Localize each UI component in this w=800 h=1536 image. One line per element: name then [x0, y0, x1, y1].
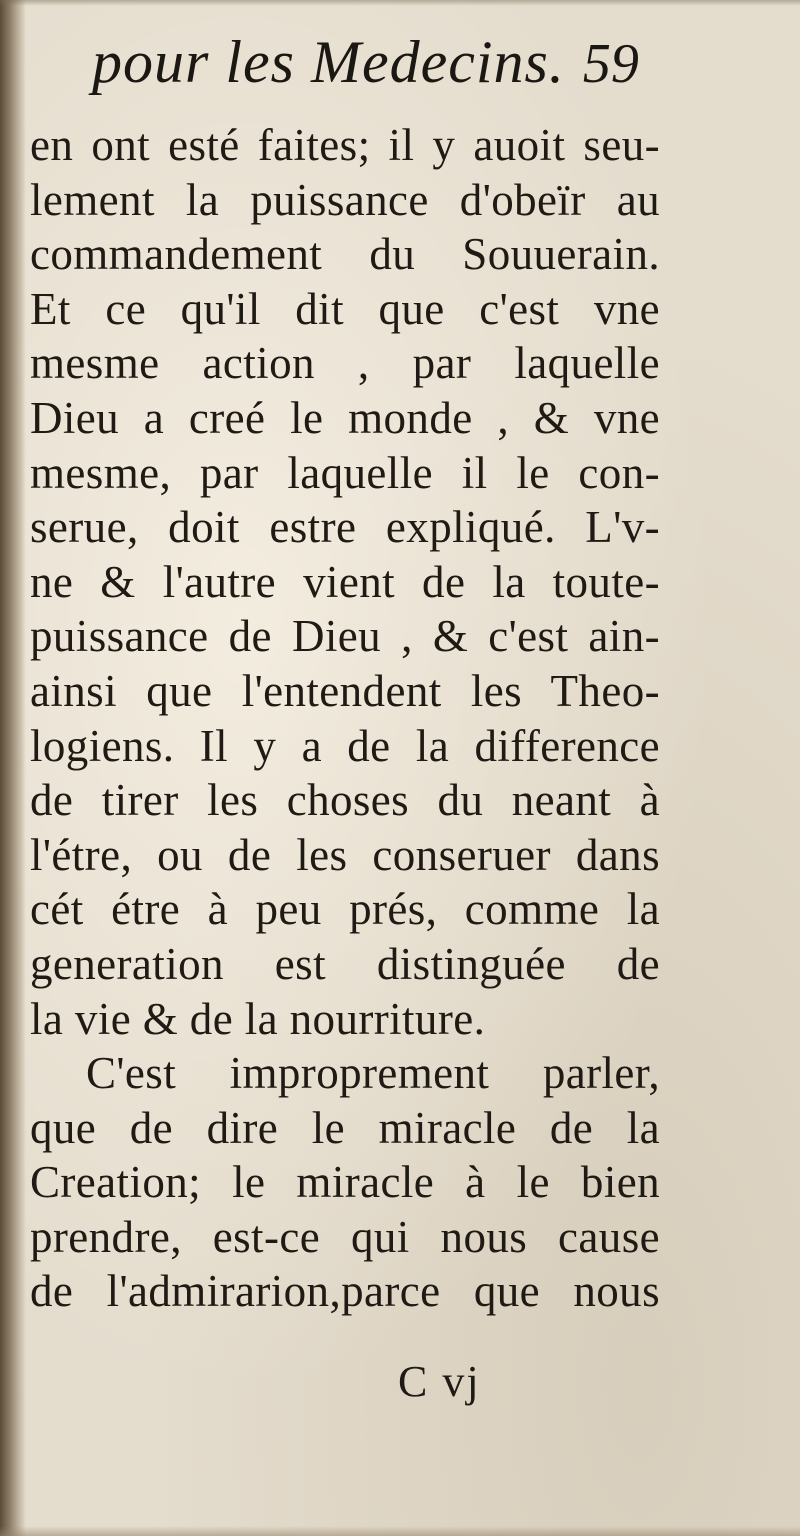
text-line-7: mesme, par laquelle il le con-: [30, 447, 660, 498]
text-line-16: generation est distinguée de: [30, 938, 660, 989]
signature-mark: C vj: [398, 1357, 481, 1406]
text-line-11: ainsi que l'entendent les Theo-: [30, 665, 660, 716]
text-line-6: Dieu a creé le monde , & vne: [30, 392, 660, 443]
page-bottom-edge: [0, 1526, 800, 1536]
running-title: pour les Medecins.: [92, 29, 565, 95]
text-line-17: la vie & de la nourriture.: [30, 993, 486, 1044]
text-line-12: logiens. Il y a de la difference: [30, 720, 660, 771]
text-line-15: cét étre à peu prés, comme la: [30, 884, 660, 935]
text-line-14: l'étre, ou de les conseruer dans: [30, 829, 660, 880]
body-text: [30, 118, 660, 1319]
page-number: 59: [582, 33, 639, 95]
text-line-2: lement la puissance d'obeïr au: [30, 174, 660, 225]
text-line-5: mesme action , par laquelle: [30, 338, 660, 389]
text-line-1: en ont esté faites; il y auoit seu-: [30, 120, 660, 170]
text-line-4: Et ce qu'il dit que c'est vne: [30, 283, 660, 334]
text-line-9: ne & l'autre vient de la toute-: [30, 556, 660, 607]
page-top-edge: [0, 0, 800, 6]
text-line-13: de tirer les choses du neant à: [30, 775, 660, 826]
text-line-18: C'est improprement parler,: [86, 1048, 660, 1099]
text-line-20: Creation; le miracle à le bien: [30, 1157, 660, 1208]
text-line-19: que de dire le miracle de la: [30, 1102, 660, 1153]
text-line-10: puissance de Dieu , & c'est ain-: [30, 611, 660, 662]
text-line-3: commandement du Souuerain.: [30, 229, 660, 280]
text-line-8: serue, doit estre expliqué. L'v-: [30, 502, 660, 553]
running-head: [92, 28, 662, 108]
text-line-21: prendre, est-ce qui nous cause: [30, 1211, 660, 1262]
binding-gutter: [0, 0, 26, 1536]
text-line-22: de l'admirarion,parce que nous: [30, 1266, 660, 1317]
